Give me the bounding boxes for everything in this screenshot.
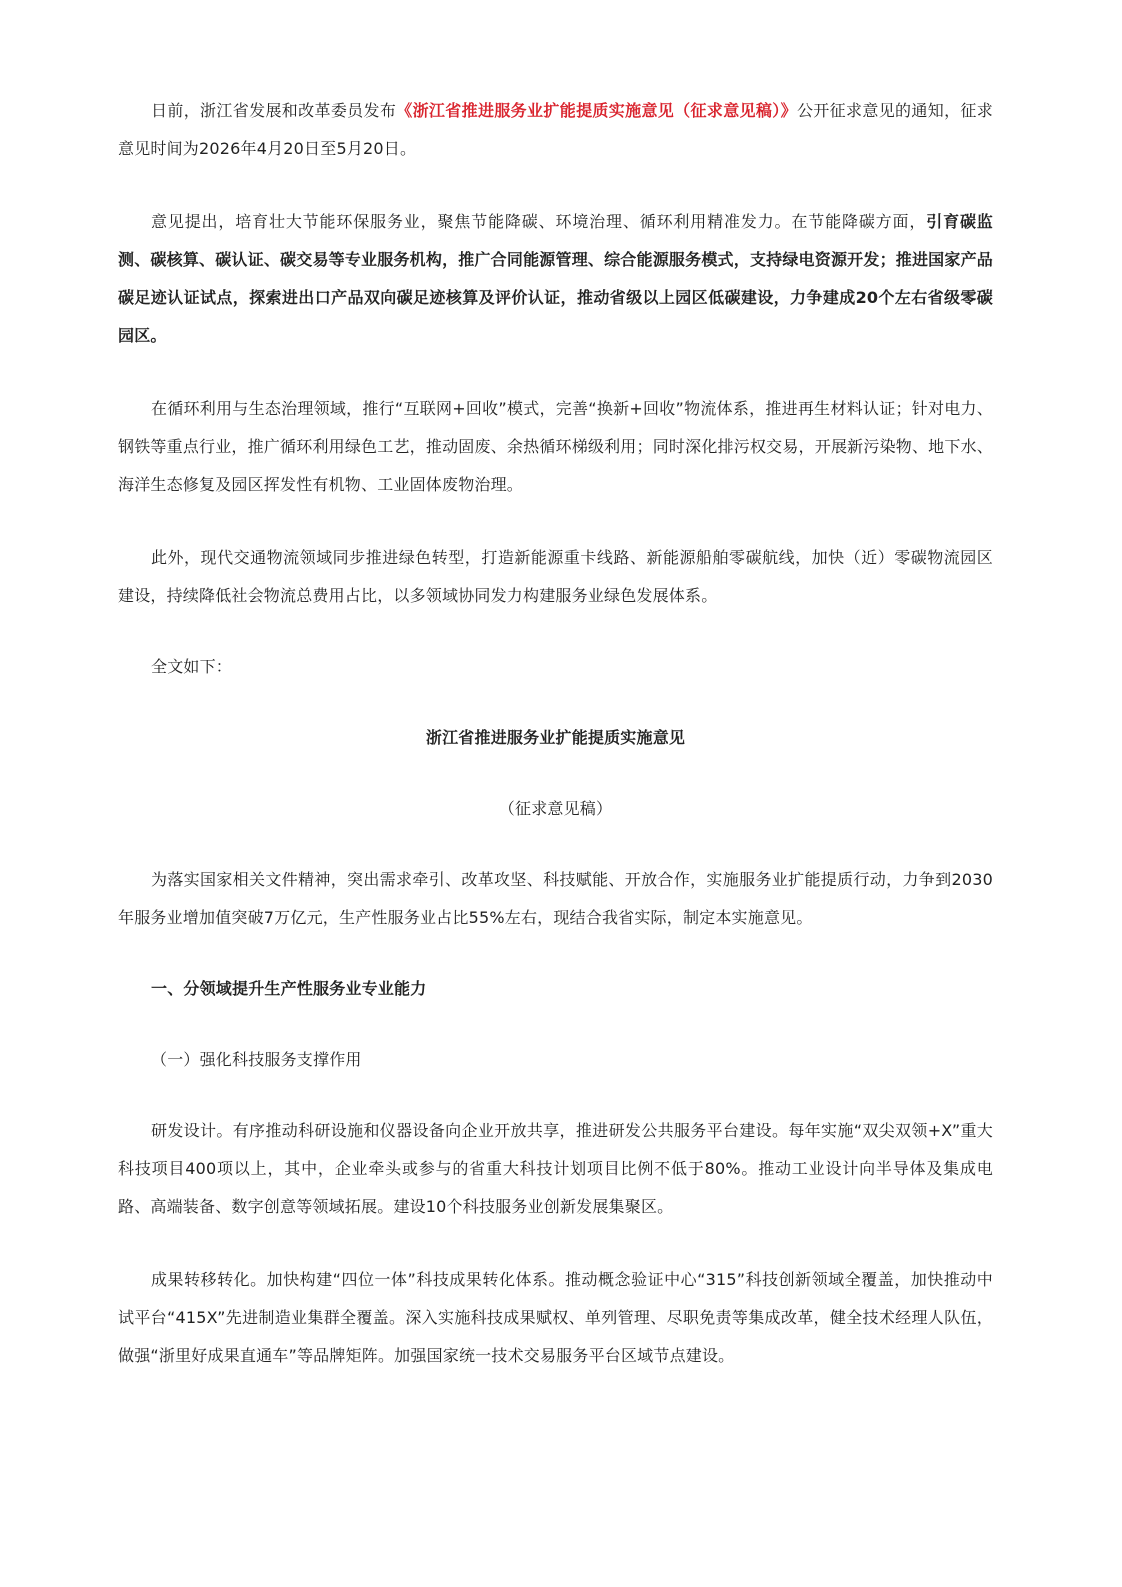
document-subtitle: （征求意见稿） [498, 799, 613, 818]
section-1-heading: 一、分领域提升生产性服务业专业能力 [151, 979, 427, 998]
document-title-link[interactable]: 《浙江省推进服务业扩能提质实施意见（征求意见稿）》 [396, 101, 797, 120]
intro-paragraph-1 [118, 92, 993, 168]
intro-paragraph-2 [118, 203, 993, 355]
paragraph-results-transfer: 成果转移转化。加快构建“四位一体”科技成果转化体系。推动概念验证中心“315”科技创新领域全覆盖，加快推动中试平台“415X”先进制造业集群全覆盖。深入实施科技成果赋权、单列管理、尽职免责等集成改革，健全技术经理人队伍，做强“浙里好成果直通车”等品牌矩阵。加强国家统一技术交易服务平台区域节点建设。 [118, 1270, 993, 1365]
intro-p1-before: 日前，浙江省发展和改革委员发布 [151, 101, 397, 120]
paragraph-rd-design: 研发设计。有序推动科研设施和仪器设备向企业开放共享，推进研发公共服务平台建设。每年实施“双尖双领+X”重大科技项目400项以上，其中，企业牵头或参与的省重大科技计划项目比例不低于80%。推动工业设计向半导体及集成电路、高端装备、数字创意等领域拓展。建设10个科技服务业创新发展集聚区。 [118, 1121, 993, 1216]
intro-paragraph-3: 在循环利用与生态治理领域，推行“互联网+回收”模式，完善“换新+回收”物流体系，推进再生材料认证；针对电力、钢铁等重点行业，推广循环利用绿色工艺，推动固废、余热循环梯级利用；同时深化排污权交易，开展新污染物、地下水、海洋生态修复及园区挥发性有机物、工业固体废物治理。 [118, 399, 993, 494]
intro-p1-after: 公开征求意见的通知，征求意见时间为2026年4月20日至5月20日。 [118, 101, 993, 158]
document-page [118, 92, 993, 1375]
document-title: 浙江省推进服务业扩能提质实施意见 [425, 728, 686, 747]
subsection-1-heading: （一）强化科技服务支撑作用 [151, 1050, 362, 1069]
document-preamble: 为落实国家相关文件精神，突出需求牵引、改革攻坚、科技赋能、开放合作，实施服务业扩能提质行动，力争到2030年服务业增加值突破7万亿元，生产性服务业占比55%左右，现结合我省实际，制定本实施意见。 [118, 870, 993, 927]
intro-p2-bold: 引育碳监测、碳核算、碳认证、碳交易等专业服务机构，推广合同能源管理、综合能源服务模式，支持绿电资源开发；推进国家产品碳足迹认证试点，探索进出口产品双向碳足迹核算及评价认证，推动省级以上园区低碳建设，力争建成20个左右省级零碳园区。 [118, 212, 993, 345]
intro-paragraph-5: 全文如下： [151, 657, 233, 676]
intro-p2-normal: 意见提出，培育壮大节能环保服务业，聚焦节能降碳、环境治理、循环利用精准发力。在节能降碳方面， [151, 212, 927, 231]
intro-paragraph-4: 此外，现代交通物流领域同步推进绿色转型，打造新能源重卡线路、新能源船舶零碳航线，加快（近）零碳物流园区建设，持续降低社会物流总费用占比，以多领域协同发力构建服务业绿色发展体系。 [118, 548, 993, 605]
